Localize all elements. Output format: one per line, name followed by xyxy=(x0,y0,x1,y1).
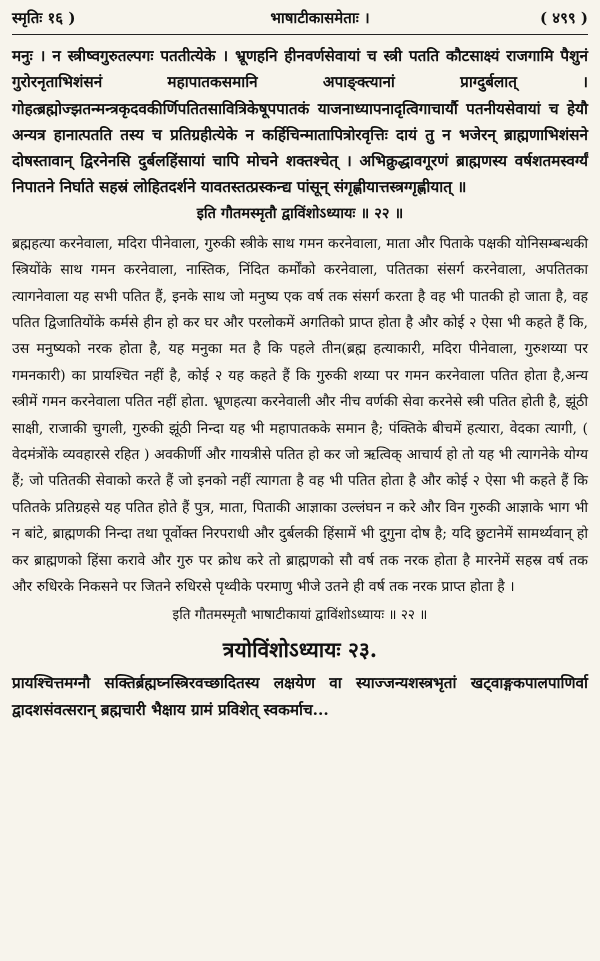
header-title: भाषाटीकासमेताः । xyxy=(270,9,370,27)
page-number: ( ४९९ ) xyxy=(539,9,588,27)
hindi-colophon: इति गौतमस्मृतौ भाषाटीकायां द्वाविंशोऽध्यायः ॥ २२ ॥ xyxy=(172,607,428,624)
sanskrit-next-chapter-text: प्रायश्चित्तमग्नौ सक्तिर्ब्रह्मघ्नस्त्रिरवच्छादितस्य लक्षयेण वा स्याज्जन्यशस्त्रभृतां खट्वाङ्गकपालपाणिर्वा द्वादशसंवत्सरान् ब्रह्मचारी भैक्षाय ग्रामं प्रविशेत् स्वकर्माच... xyxy=(12,674,588,720)
header-left: स्मृतिः १६ ) xyxy=(12,9,76,27)
hindi-commentary: ब्रह्महत्या करनेवाला, मदिरा पीनेवाला, गुरुकी स्त्रीके साथ गमन करनेवाला, माता और पिताके पक्षकी योनिसम्बन्धकी स्त्रियोंके साथ गमन करनेवाला, नास्तिक, निंदित कर्मोंको करनेवाला, पतितका संसर्ग करनेवाला, अपतितका त्यागनेवाला यह सभी पतित हैं, इनके साथ जो मनुष्य एक वर्ष तक संसर्ग करता है वह भी पातकी हो जाता है, वह पतित द्विजातियोंके कर्मसे हीन हो कर घर और परलोकमें अगतिको प्राप्त होता है और कोई २ ऐसा भी कहते हैं कि, उस मनुष्यको नरक होता है, यह मनुका मत है कि पहले तीन(ब्रह्म हत्याकारी, मदिरा पीनेवाला, गुरुशय्या पर गमनकारी) का प्रायश्चित नहीं है, कोई २ यह कहते हैं कि गुरुकी शय्या पर गमन करनेवाला पतित होता है,अन्य स्त्रीमें गमन करनेवाला पतित नहीं होता. भ्रूणहत्या करनेवाली और नीच वर्णकी सेवा करनेसे स्त्री पतित होती है, झूंठी साक्षी, राजाकी चुगली, गुरुकी झूंठी निन्दा यह भी महापातकके समान है; पंक्तिके बीचमें हत्यारा, वेदका त्यागी, ( वेदमंत्रोंके व्यवहारसे रहित ) अवकीर्णी और गायत्रीसे पतित हो कर जो ऋत्विक् आचार्य हो तो यह भी त्यागनेके योग्य हैं; जो पतितकी सेवाको करते हैं जो इनको नहीं त्यागता है वह भी पतित होता है और कोई २ ऐसा भी कहते हैं कि पतितके प्रतिग्रहसे यह पतित होते हैं पुत्र, माता, पिताकी आज्ञाका उल्लंघन न करे और विन गुरुकी आज्ञाके भाग भी न बांटे, ब्राह्मणकी निन्दा तथा पूर्वोक्त निरपराधी और दुर्बलकी हिंसामें भी दुगुना दोष है; यदि छुटानेमें सामर्थ्यवान् हो कर ब्राह्मणको हिंसा करावे और गुरु पर क्रोध करे तो ब्राह्मणको सौ वर्ष तक नरक होता है मारनेमें सहस्र वर्ष तक और रुधिरके निकसने पर जितने रुधिरसे पृथ्वीके परमाणु भीजे उतने ही वर्ष तक नरक प्राप्त होता है । xyxy=(12,235,588,596)
header-rule xyxy=(12,34,588,35)
sanskrit-colophon: इति गौतमस्मृतौ द्वाविंशोऽध्यायः ॥ २२ ॥ xyxy=(196,204,404,222)
running-header xyxy=(12,8,588,32)
sanskrit-verse-text: मनुः । न स्त्रीष्वगुरुतल्पगः पततीत्येके । भ्रूणहनि हीनवर्णसेवायां च स्त्री पतति कौटसाक्ष्यं राजगामि पैशुनं गुरोरनृताभिशंसनं महापातकसमानि अपाङ्क्त्यानां प्राग्दुर्बलात् । गोहत्ब्रह्मोज्झतन्मन्त्रकृदवकीर्णिपतितसावित्रिकेषूपपातकं याजनाध्यापनादृत्विगाचार्यौ पतनीयसेवायां च हेयौ अन्यत्र हानात्पतति तस्य च प्रतिग्रहीत्येके न कर्हिचिन्मातापित्रोरवृत्तिः दायं तु न भजेरन् ब्राह्मणाभिशंसने दोषस्तावान् द्विरनेनसि दुर्बलहिंसायां चापि मोचने शक्तश्चेत् । अभिक्रुद्धावगूरणं ब्राह्मणस्य वर्षशतमस्वर्ग्यं निपातने निर्घाते सहस्रं लोहितदर्शने यावतस्तत्प्रस्कन्द्य पांसून् संगृह्णीयात्तस्त्रग्गृह्णीयात् ॥ xyxy=(12,47,588,197)
chapter-heading: त्रयोविंशोऽध्यायः २३. xyxy=(222,637,378,663)
